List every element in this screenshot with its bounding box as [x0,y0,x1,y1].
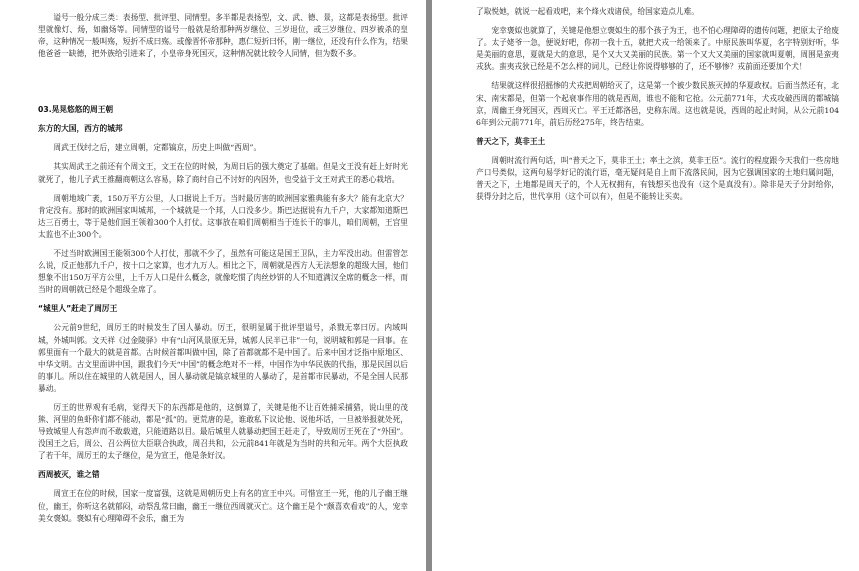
section-title-city-people: “城里人”赶走了周厉王 [38,304,118,314]
intro-paragraph: 谥号一般分成三类：表扬型、批评型、同情型。多半都是表扬型，文、武、德、景，这都是表扬型。批评型就像灯、炀，如幽炀等。同情型的谥号一般就是给那种两岁继位、三岁退位，或三岁继位、四岁被杀的皇帝，这种情况一般叫殇，短折不成曰殇。或像晋怀帝那种，惠仁短折曰怀，刚一继位，还没有什么作为，结果他爸爸一缺德，把外族给引进来了，小皇帝身死国灭，这种情况就比较令人同情，但为数不多。 [38,13,408,59]
paragraph: 周宣王在位的时候，国家一度富强，这就是周朝历史上有名的宣王中兴。可惜宣王一死，他的儿子幽王继位，幽王，你听这名就郁闷，动祭乱常曰幽，幽王一继位西周就灭亡。这个幽王是个“颇喜欢看戏”的人，宠幸美女褒姒。褒姒有心理障碍不会乐，幽王为 [38,489,408,523]
chapter-title: 03.晃晃悠悠的周王朝 [38,105,114,115]
section-title-western-zhou-fall: 西周被灭，谁之错 [38,470,100,480]
paragraph: 公元前9世纪，周厉王的时候发生了国人暴动。厉王，很明显属于批评型谥号，杀戮无辜曰厉。内域叫城，外城叫郭。文天祥《过金陵驿》中有“山河风景原无异，城郭人民半已非”一句，说明城和郭是一回事。在郭里面有一个最大的就是首都。古时候首都叫做中国，除了首都就都不是中国了。后来中国才泛指中原地区、中华文明。古文里面讲中国，跟我们今天“中国”的概念绝对不一样，中国作为中华民族的代指，那是民国以后的事儿。所以住在城里的人就是国人，国人暴动就是镐京城里的人暴动了，是首都市民暴动，不是全国人民那暴动。 [38,323,408,393]
paragraph: 周武王伐纣之后，建立周朝，定都镐京，历史上叫做“西周”。 [53,143,262,153]
paragraph: 周朝地域广袤，150万平方公里，人口据说上千万。当时最厉害的欧洲国家雅典能有多大？能有北京大？肯定没有。那时的欧洲国家叫城邦，一个城就是一个邦，人口没多少。斯巴达据说有九千户，大家都知道斯巴达三百勇士，等于是他们国王领着300个人打仗。这事放在咱们周朝相当于连长干的事儿，咱们周朝，王宫里太监也不止300个。 [38,193,408,239]
section-title-all-under-heaven: 普天之下，莫非王土 [476,136,546,146]
paragraph: 结果就这样很招摇惨的犬戎把周朝给灭了，这是第一个被少数民族灭掉的华夏政权。后面当然还有，北宋、南宋都是，但第一个起衰事作用的就是西周，谁也不能和它抢。公元前771年，犬戎攻破西周的都城镐京，周幽王身死国灭，西周灭亡。平王迁都洛邑，史称东周。这也就是说，西周的起止时间，从公元前1046年到公元前771年，前后历经275年，终告结束。 [476,81,839,127]
section-title-east-west: 东方的大国，西方的城邦 [38,124,123,134]
paragraph: 其实周武王之前还有个周文王，文王在位的时候，为周日后的强大奠定了基础。但是文王没有赶上好时光就死了，他儿子武王推翻商朝这么容易，除了商纣自己不讨好的内因外，也受益于文王对武王的悉心栽培。 [38,162,408,184]
paragraph: 宠幸褒姒也就算了，关键是他想立褒姒生的那个孩子为王，也不怕心理障碍的遗传问题，把原太子给废了。太子姥爷一急，便说好吧，你初一我十五，就把犬戎一给领来了。中原民族叫华夏，名字特别好听，华是美丽的意思，夏就是大的意思，是个又大又美丽的民族。第一个又大又美丽的国家就叫夏朝，周围是蛮夷戎狄。蛮夷戎狄已经是不怎么样的词儿，已经让你说得够够的了，还不够惨？戎前面还要加个犬！ [476,26,839,72]
right-page [432,0,859,571]
left-page [0,0,426,571]
paragraph: 了取悦她，就说一起看戏吧，来个烽火戏诸侯，给国家造点儿难。 [476,7,699,16]
paragraph: 厉王的世界观有毛病，觉得天下的东西都是他的，这倒算了，关键是他不让百姓捕采捕猎，说山里的茂熊、河里的鱼虾你们都不能动，都是“孤”的。更荒唐的是，谁敢私下议论他、说他坏话，一旦被举报就处死，导致城里人有怨声而不敢载道，只能道路以目。最后城里人就暴动把国王赶走了，导致周厉王死在了“外国”。没国王之后，周公、召公两位大臣联合执政，周召共和，公元前841年就是为当时的共和元年。两个大臣执政了若干年，周厉王的太子继位，是为宣王，他是条好汉。 [38,402,408,461]
paragraph: 周朝时流行两句话，叫“普天之下，莫非王土；率土之滨，莫非王臣”。流行的程度跟今天我们一些房地产口号类似，这两句易学好记的流行语，毫无疑问是自上而下流落民间，因为它强调国家的土地归属问题，普天之下，土地都是周天子的，个人无权拥有，有钱想买也没有（这个是真没有）。除非是天子分封给你，获得分封之后，世代享用（这个可以有），但是不能转让买卖。 [476,155,839,202]
paragraph: 不过当时欧洲国王能领300个人打仗，那就不少了，虽然有可能这是国王卫队，主力军没出动。但雷管怎么说，反正他那九千户，按十口之家算，也才九万人。相比之下，周朝就是西方人无法想象的超级大国，他们想象不出150万平方公里，上千万人口是什么概念，就像吃惯了肉丝炒饼的人不知道满汉全席的概念一样，而当时的周朝就已经是个超级全席了。 [38,249,408,295]
